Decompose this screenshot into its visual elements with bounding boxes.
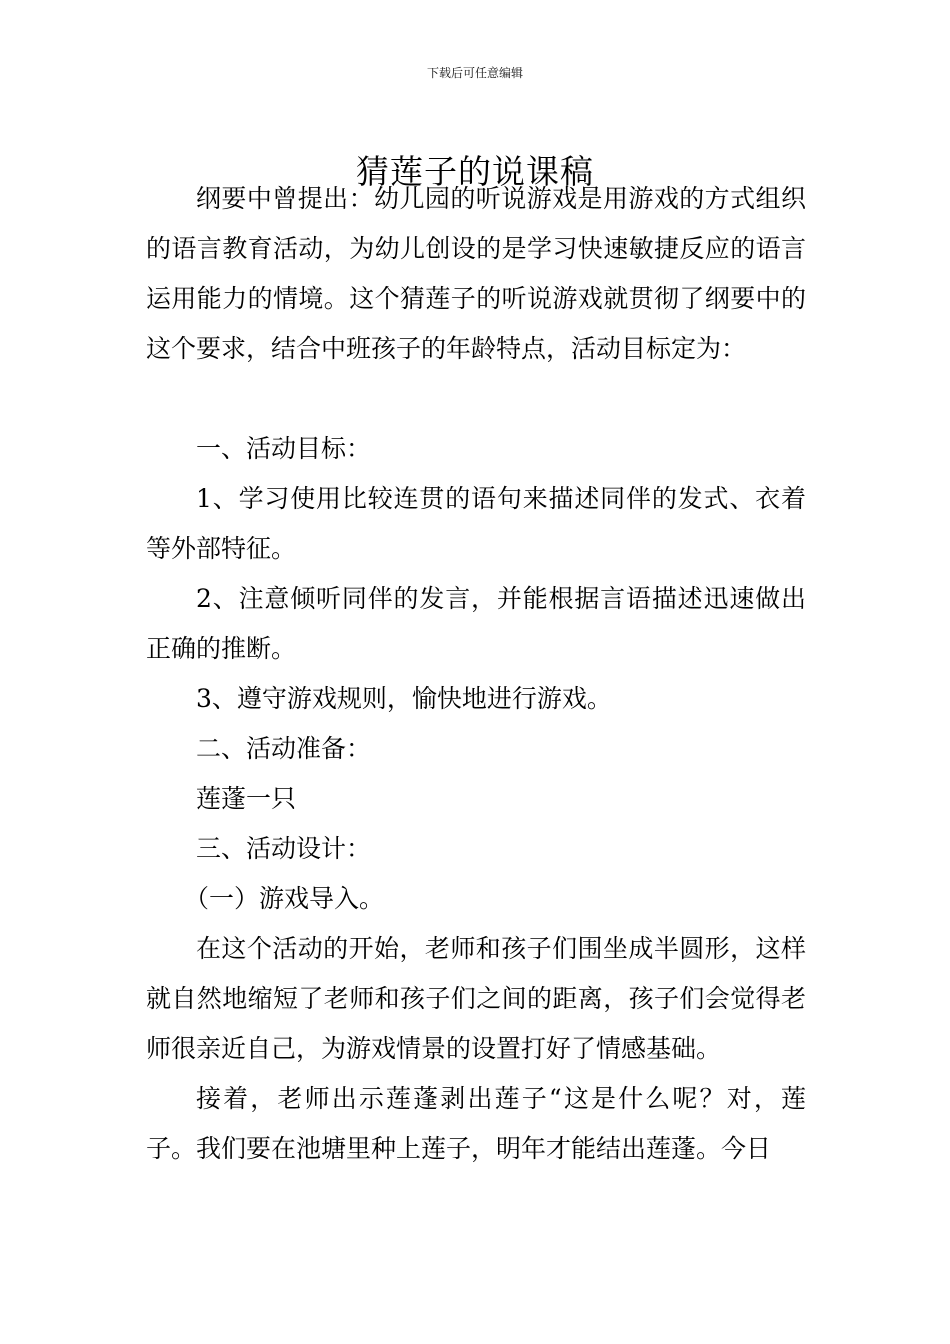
materials-item: 莲蓬一只 (196, 784, 297, 813)
section-heading-design: 三、活动设计： (196, 834, 372, 863)
body-paragraph-2: 接着，老师出示莲蓬剥出莲子“这是什么呢？对，莲子。我们要在池塘里种上莲子，明年才能结出莲蓬。今日 (146, 1084, 806, 1163)
paragraph-gap (146, 374, 806, 424)
goal-item-1: 1、学习使用比较连贯的语句来描述同伴的发式、衣着等外部特征。 (146, 484, 806, 563)
section-heading-preparation: 二、活动准备： (196, 734, 372, 763)
subsection-heading-intro: （一）游戏导入。 (184, 884, 385, 913)
section-heading-goals: 一、活动目标： (196, 434, 372, 463)
body-paragraph-1: 在这个活动的开始，老师和孩子们围坐成半圆形，这样就自然地缩短了老师和孩子们之间的距离，孩子们会觉得老师很亲近自己，为游戏情景的设置打好了情感基础。 (146, 934, 806, 1063)
goal-item-3: 3、遵守游戏规则，愉快地进行游戏。 (196, 684, 612, 713)
intro-paragraph: 纲要中曾提出：幼儿园的听说游戏是用游戏的方式组织的语言教育活动，为幼儿创设的是学习快速敏捷反应的语言运用能力的情境。这个猜莲子的听说游戏就贯彻了纲要中的这个要求，结合中班孩子的年龄特点，活动目标定为： (146, 184, 806, 363)
header-note: 下载后可任意编辑 (426, 66, 523, 80)
document-title: 猜莲子的说课稿 (356, 152, 594, 192)
document-body (146, 174, 806, 1174)
goal-item-2: 2、注意倾听同伴的发言，并能根据言语描述迅速做出正确的推断。 (146, 584, 806, 663)
